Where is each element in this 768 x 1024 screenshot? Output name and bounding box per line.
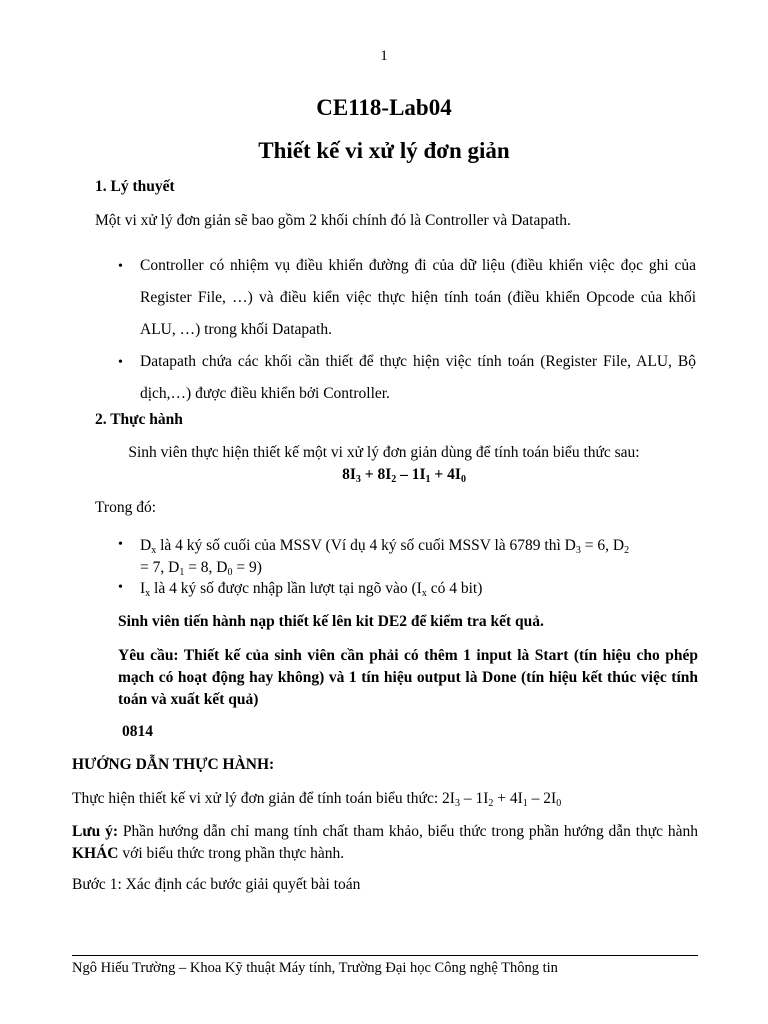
where-bullet-ix: $I_x$ là 4 ký số được nhập lần lượt tại ngõ vào ($I_x$ có 4 bit) xyxy=(140,580,483,599)
page-footer: Ngô Hiếu Trường – Khoa Kỹ thuật Máy tính, Trường Đại học Công nghệ Thông tin xyxy=(72,960,558,976)
practice-task: Sinh viên thực hiện thiết kế một vi xử lý đơn giản dùng để tính toán biểu thức sau: xyxy=(128,444,640,461)
document-title: CE118-Lab04 xyxy=(316,95,452,120)
practice-expression: $8I_3 + 8I_2 - 1I_1 + 4I_0$ xyxy=(342,466,466,485)
footer-divider xyxy=(72,955,698,956)
section-heading-theory: 1. Lý thuyết xyxy=(95,178,175,195)
where-bullet-dx: $D_x$ là 4 ký số cuối của MSSV (Ví dụ 4 ký số cuối MSSV là 6789 thì $D_3 = 6$, $D_2$ = 7, $D_1 = 8$, $D_0 = 9$) xyxy=(140,537,630,578)
requirement-text: Yêu cầu: Thiết kế của sinh viên cần phải có thêm 1 input là Start (tín hiệu cho phép mạch có hoạt động hay không) và 1 tín hiệu output là Done (tín hiệu kết thúc việc tính toán và xuất kết quả) xyxy=(118,647,698,708)
bullet-icon: • xyxy=(118,259,123,274)
student-id: 0814 xyxy=(122,723,153,740)
theory-intro: Một vi xử lý đơn giản sẽ bao gồm 2 khối chính đó là Controller và Datapath. xyxy=(95,212,571,229)
guide-heading: HƯỚNG DẪN THỰC HÀNH: xyxy=(72,756,275,773)
bullet-icon: • xyxy=(118,355,123,370)
where-label: Trong đó: xyxy=(95,499,157,516)
kit-instruction: Sinh viên tiến hành nạp thiết kế lên kit DE2 để kiểm tra kết quả. xyxy=(118,613,544,630)
bullet-icon: • xyxy=(118,580,123,595)
guide-step1: Bước 1: Xác định các bước giải quyết bài toán xyxy=(72,876,361,893)
theory-bullet-datapath: Datapath chứa các khối cần thiết để thực hiện việc tính toán (Register File, ALU, Bộ dịch,…) được điều khiển bởi Controller. xyxy=(140,353,696,402)
document-subtitle: Thiết kế vi xử lý đơn giản xyxy=(258,138,510,163)
section-heading-practice: 2. Thực hành xyxy=(95,411,183,428)
theory-bullet-controller: Controller có nhiệm vụ điều khiển đường đi của dữ liệu (điều khiển việc đọc ghi của Register File, …) và điều kiển việc thực hiện tính toán (điều khiển Opcode của khối ALU, …) trong khối Datapath. xyxy=(140,257,696,338)
guide-expression: Thực hiện thiết kế vi xử lý đơn giản để tính toán biểu thức: $2I_3 - 1I_2 + 4I_1 - 2I_0$ xyxy=(72,790,562,809)
bullet-icon: • xyxy=(118,537,123,552)
page-number: 1 xyxy=(380,48,388,64)
guide-note: Lưu ý: Phần hướng dẫn chỉ mang tính chất tham khảo, biểu thức trong phần hướng dẫn thực hành KHÁC với biểu thức trong phần thực hành. xyxy=(72,823,699,862)
